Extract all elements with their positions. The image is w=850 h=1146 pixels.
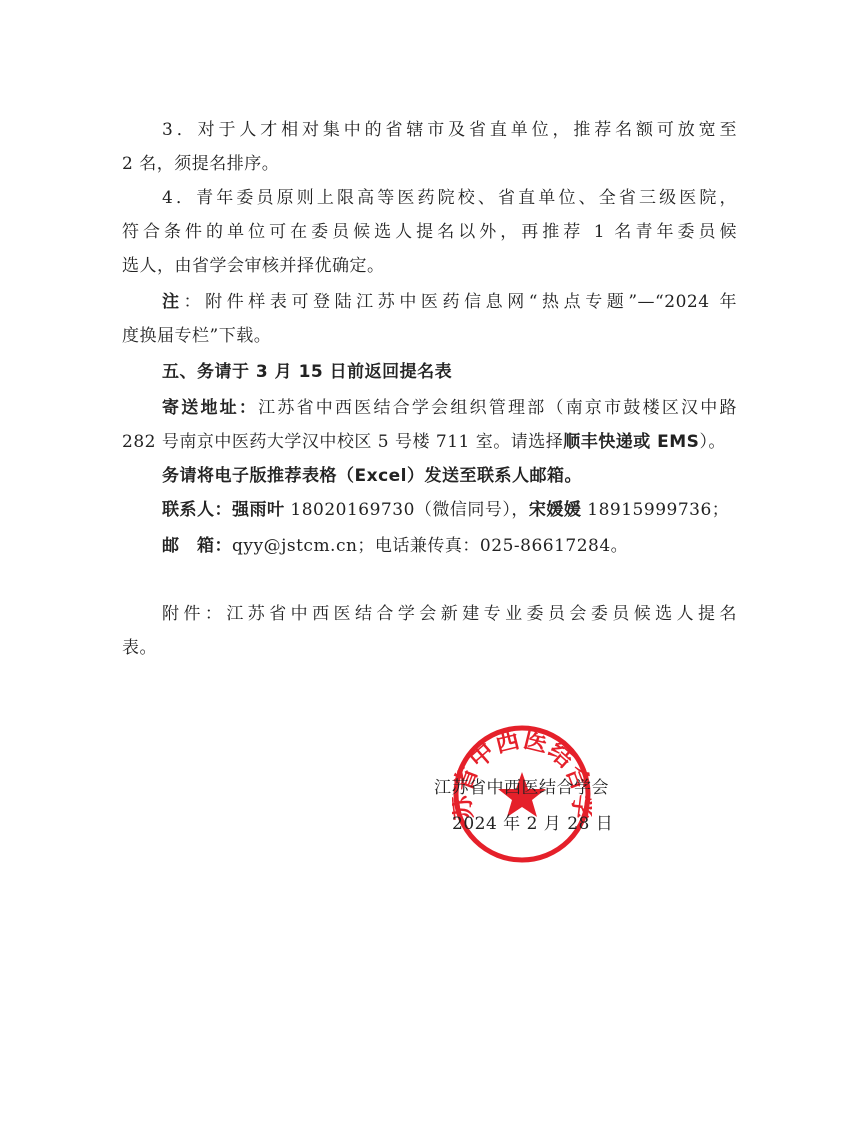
contact-name-2: 宋媛媛 xyxy=(528,500,582,520)
courier-choice: 顺丰快递或 EMS xyxy=(563,432,700,452)
item-4-line-3: 选人，由省学会审核并择优确定。 xyxy=(122,256,385,276)
attachment-line-2: 表。 xyxy=(122,638,157,658)
address-end: ）。 xyxy=(699,432,726,452)
attachment-line-1: 附件：江苏省中西医结合学会新建专业委员会委员候选人提名 xyxy=(162,604,737,624)
item-4-line-2: 符合条件的单位可在委员候选人提名以外，再推荐 1 名青年委员候 xyxy=(122,222,737,242)
email-label: 邮 箱： xyxy=(162,536,232,556)
address-text: 江苏省中西医结合学会组织管理部（南京市鼓楼区汉中路 xyxy=(258,398,738,418)
note-text: ：附件样表可登陆江苏中医药信息网“热点专题”—“2024 年 xyxy=(183,292,737,312)
svg-text:江苏省中西医结合学会: 中西医结 xyxy=(463,725,581,774)
item-3-line-2: 2 名，须提名排序。 xyxy=(122,154,280,174)
signature-date: 2024 年 2 月 28 日 xyxy=(452,814,614,834)
signature-organization: 江苏省中西医结合学会 xyxy=(434,778,609,798)
contact-phone-2: 18915999736； xyxy=(581,500,730,520)
email-value: qyy@jstcm.cn；电话兼传真：025-86617284。 xyxy=(232,536,629,556)
item-4-line-1: 4．青年委员原则上限高等医药院校、省直单位、全省三级医院， xyxy=(162,188,737,208)
email-line xyxy=(162,534,737,558)
address-line-2 xyxy=(122,430,737,454)
note-line-2: 度换届专栏”下载。 xyxy=(122,326,272,346)
contact-name-1: 强雨叶 xyxy=(232,500,285,520)
address-detail: 282 号南京中医药大学汉中校区 5 号楼 711 室。请选择 xyxy=(122,432,564,452)
address-line-1 xyxy=(162,396,737,420)
note-label: 注 xyxy=(162,292,184,312)
address-label: 寄送地址： xyxy=(162,398,259,418)
item-3-line-1: 3．对于人才相对集中的省辖市及省直单位，推荐名额可放宽至 xyxy=(162,120,737,140)
contact-phone-1: 18020169730（微信同号）， xyxy=(284,500,529,520)
note-line-1 xyxy=(162,290,737,314)
contacts-line xyxy=(162,498,737,522)
contacts-label: 联系人： xyxy=(162,500,232,520)
excel-notice: 务请将电子版推荐表格（Excel）发送至联系人邮箱。 xyxy=(162,466,583,486)
section-5-title: 五、务请于 3 月 15 日前返回提名表 xyxy=(162,362,453,382)
